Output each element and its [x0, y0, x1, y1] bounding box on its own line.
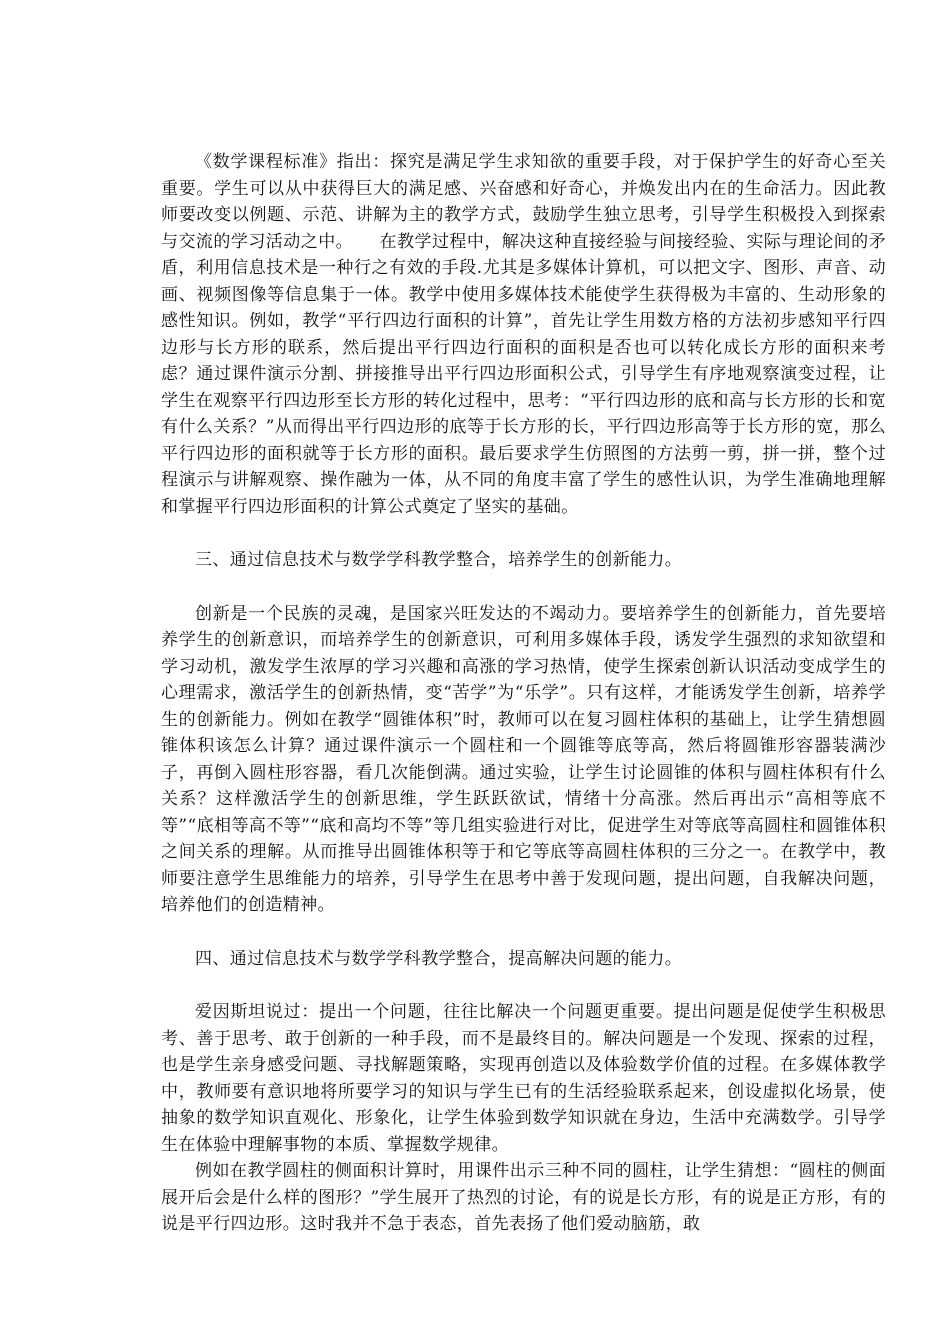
paragraph-innovation: 创新是一个民族的灵魂，是国家兴旺发达的不竭动力。要培养学生的创新能力，首先要培养学生的创新意识，而培养学生的创新意识，可利用多媒体手段，诱发学生强烈的求知欲望和学习动机，激发学生浓厚的学习兴趣和高涨的学习热情，使学生探索创新认识活动变成学生的心理需求，激活学生的创新热情，变“苦学”为“乐学”。只有这样，才能诱发学生创新，培养学生的创新能力。例如在教学“圆锥体积”时，教师可以在复习圆柱体积的基础上，让学生猜想圆锥体积该怎么计算？通过课件演示一个圆柱和一个圆锥等底等高，然后将圆锥形容器装满沙子，再倒入圆柱形容器，看几次能倒满。通过实验，让学生讨论圆锥的体积与圆柱体积有什么关系？这样激活学生的创新思维，学生跃跃欲试，情绪十分高涨。然后再出示“高相等底不等”“底相等高不等”“底和高均不等”等几组实验进行对比，促进学生对等底等高圆柱和圆锥体积之间关系的理解。从而推导出圆锥体积等于和它等底等高圆柱体积的三分之一。在教学中，教师要注意学生思维能力的培养，引导学生在思考中善于发现问题，提出问题，自我解决问题，培养他们的创造精神。 [161, 603, 886, 915]
paragraph-gap [161, 972, 886, 999]
paragraph-cylinder-example: 例如在教学圆柱的侧面积计算时，用课件出示三种不同的圆柱，让学生猜想：“圆柱的侧面展开后会是什么样的图形？”学生展开了热烈的讨论，有的说是长方形，有的说是正方形，有的说是平行四边形。这时我并不急于表态，首先表扬了他们爱动脑筋，敢 [161, 1161, 886, 1234]
paragraph-gap [161, 919, 886, 946]
paragraph-inquiry-and-multimedia: 《数学课程标准》指出：探究是满足学生求知欲的重要手段，对于保护学生的好奇心至关重要。学生可以从中获得巨大的满足感、兴奋感和好奇心，并焕发出内在的生命活力。因此教师要改变以例题、示范、讲解为主的教学方式，鼓励学生独立思考，引导学生积极投入到探索与交流的学习活动之中。 在教学过程中，解决这种直接经验与间接经验、实际与理论间的矛盾，利用信息技术是一种行之有效的手段.尤其是多媒体计算机，可以把文字、图形、声音、动画、视频图像等信息集于一体。教学中使用多媒体技术能使学生获得极为丰富的、生动形象的感性知识。例如，教学“平行四边行面积的计算”，首先让学生用数方格的方法初步感知平行四边形与长方形的联系，然后提出平行四边行面积的面积是否也可以转化成长方形的面积来考虑？通过课件演示分割、拼接推导出平行四边形面积公式，引导学生有序地观察演变过程，让学生在观察平行四边形至长方形的转化过程中，思考：“平行四边形的底和高与长方形的长和宽有什么关系？”从而得出平行四边形的底等于长方形的长，平行四边形高等于长方形的宽，那么平行四边形的面积就等于长方形的面积。最后要求学生仿照图的方法剪一剪，拼一拼，整个过程演示与讲解观察、操作融为一体，从不同的角度丰富了学生的感性认识，为学生准确地理解和掌握平行四边形面积的计算公式奠定了坚实的基础。 [161, 152, 886, 517]
paragraph-gap [161, 520, 886, 547]
section-heading-4: 四、通过信息技术与数学学科教学整合，提高解决问题的能力。 [195, 948, 683, 969]
paragraph-problem-solving: 爱因斯坦说过：提出一个问题，往往比解决一个问题更重要。提出问题是促使学生积极思考、善于思考、敢于创新的一种手段，而不是最终目的。解决问题是一个发现、探索的过程，也是学生亲身感受问题、寻找解题策略，实现再创造以及体验数学价值的过程。在多媒体教学中，教师要有意识地将所要学习的知识与学生已有的生活经验联系起来，创设虚拟化场景，使抽象的数学知识直观化、形象化，让学生体验到数学知识就在身边，生活中充满数学。引导学生在体验中理解事物的本质、掌握数学规律。 [161, 1002, 886, 1155]
document-page [161, 149, 886, 1329]
paragraph-gap [161, 574, 886, 601]
section-heading-3: 三、通过信息技术与数学学科教学整合，培养学生的创新能力。 [195, 550, 683, 570]
